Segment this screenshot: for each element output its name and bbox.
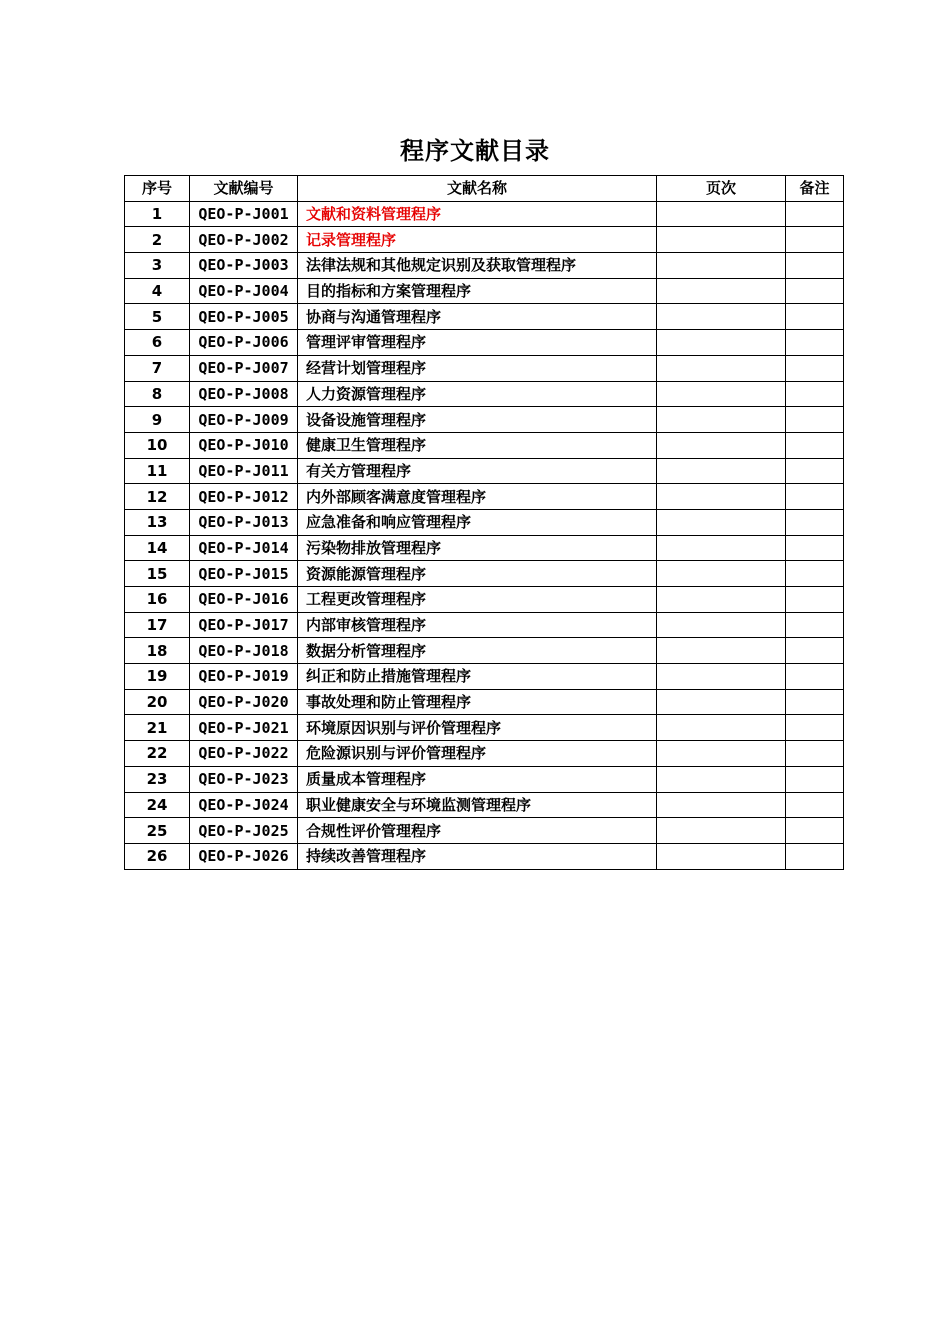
document-index-table	[124, 175, 844, 870]
row-doc-name: 合规性评价管理程序	[298, 818, 657, 844]
row-doc-code: QEO-P-J019	[190, 664, 298, 690]
row-doc-code: QEO-P-J020	[190, 689, 298, 715]
row-page	[657, 689, 786, 715]
row-doc-code: QEO-P-J008	[190, 381, 298, 407]
row-serial-no: 5	[125, 304, 190, 330]
row-page	[657, 381, 786, 407]
row-page	[657, 792, 786, 818]
row-remarks	[786, 432, 844, 458]
table-row	[125, 227, 844, 253]
row-serial-no: 17	[125, 612, 190, 638]
table-row	[125, 689, 844, 715]
table-row	[125, 253, 844, 279]
table-row	[125, 330, 844, 356]
row-remarks	[786, 587, 844, 613]
table-row	[125, 304, 844, 330]
row-serial-no: 18	[125, 638, 190, 664]
row-remarks	[786, 330, 844, 356]
row-serial-no: 11	[125, 458, 190, 484]
row-doc-name: 法律法规和其他规定识别及获取管理程序	[298, 253, 657, 279]
row-doc-code: QEO-P-J017	[190, 612, 298, 638]
row-serial-no: 9	[125, 407, 190, 433]
row-doc-name: 管理评审管理程序	[298, 330, 657, 356]
row-doc-code: QEO-P-J009	[190, 407, 298, 433]
header-doc-name: 文献名称	[298, 176, 657, 202]
row-serial-no: 6	[125, 330, 190, 356]
table-row	[125, 843, 844, 869]
row-page	[657, 227, 786, 253]
row-page	[657, 304, 786, 330]
row-doc-code: QEO-P-J002	[190, 227, 298, 253]
row-doc-code: QEO-P-J006	[190, 330, 298, 356]
row-serial-no: 10	[125, 432, 190, 458]
row-doc-name: 环境原因识别与评价管理程序	[298, 715, 657, 741]
row-doc-code: QEO-P-J023	[190, 766, 298, 792]
row-remarks	[786, 715, 844, 741]
header-page: 页次	[657, 176, 786, 202]
header-serial-no: 序号	[125, 176, 190, 202]
row-doc-code: QEO-P-J007	[190, 355, 298, 381]
row-page	[657, 741, 786, 767]
row-serial-no: 2	[125, 227, 190, 253]
row-doc-code: QEO-P-J015	[190, 561, 298, 587]
table-row	[125, 432, 844, 458]
row-serial-no: 12	[125, 484, 190, 510]
row-serial-no: 19	[125, 664, 190, 690]
row-page	[657, 201, 786, 227]
row-page	[657, 664, 786, 690]
row-serial-no: 21	[125, 715, 190, 741]
row-doc-code: QEO-P-J013	[190, 509, 298, 535]
row-doc-name: 事故处理和防止管理程序	[298, 689, 657, 715]
table-row	[125, 766, 844, 792]
row-doc-name: 纠正和防止措施管理程序	[298, 664, 657, 690]
row-doc-name: 文献和资料管理程序	[298, 201, 657, 227]
row-doc-code: QEO-P-J026	[190, 843, 298, 869]
row-doc-code: QEO-P-J001	[190, 201, 298, 227]
table-row	[125, 535, 844, 561]
row-serial-no: 16	[125, 587, 190, 613]
row-remarks	[786, 484, 844, 510]
row-remarks	[786, 638, 844, 664]
row-serial-no: 20	[125, 689, 190, 715]
row-remarks	[786, 278, 844, 304]
table-row	[125, 509, 844, 535]
row-remarks	[786, 818, 844, 844]
row-page	[657, 484, 786, 510]
row-doc-code: QEO-P-J010	[190, 432, 298, 458]
row-doc-name: 工程更改管理程序	[298, 587, 657, 613]
row-doc-name: 协商与沟通管理程序	[298, 304, 657, 330]
row-serial-no: 24	[125, 792, 190, 818]
row-doc-name: 内部审核管理程序	[298, 612, 657, 638]
row-remarks	[786, 227, 844, 253]
table-row	[125, 715, 844, 741]
table-row	[125, 664, 844, 690]
row-doc-code: QEO-P-J018	[190, 638, 298, 664]
row-serial-no: 22	[125, 741, 190, 767]
row-serial-no: 4	[125, 278, 190, 304]
row-remarks	[786, 253, 844, 279]
row-doc-name: 应急准备和响应管理程序	[298, 509, 657, 535]
row-doc-code: QEO-P-J016	[190, 587, 298, 613]
row-doc-code: QEO-P-J012	[190, 484, 298, 510]
row-doc-name: 有关方管理程序	[298, 458, 657, 484]
header-remarks: 备注	[786, 176, 844, 202]
row-doc-name: 设备设施管理程序	[298, 407, 657, 433]
row-remarks	[786, 407, 844, 433]
row-remarks	[786, 509, 844, 535]
row-remarks	[786, 612, 844, 638]
table-row	[125, 278, 844, 304]
row-serial-no: 23	[125, 766, 190, 792]
row-doc-code: QEO-P-J021	[190, 715, 298, 741]
row-page	[657, 278, 786, 304]
table-row	[125, 201, 844, 227]
row-remarks	[786, 741, 844, 767]
row-doc-name: 危险源识别与评价管理程序	[298, 741, 657, 767]
row-doc-name: 人力资源管理程序	[298, 381, 657, 407]
row-page	[657, 330, 786, 356]
row-serial-no: 1	[125, 201, 190, 227]
row-remarks	[786, 201, 844, 227]
table-row	[125, 381, 844, 407]
row-serial-no: 13	[125, 509, 190, 535]
row-doc-name: 健康卫生管理程序	[298, 432, 657, 458]
table-row	[125, 741, 844, 767]
table-body	[125, 201, 844, 869]
table-row	[125, 792, 844, 818]
row-doc-code: QEO-P-J024	[190, 792, 298, 818]
row-doc-name: 内外部顾客满意度管理程序	[298, 484, 657, 510]
row-doc-code: QEO-P-J004	[190, 278, 298, 304]
row-page	[657, 766, 786, 792]
row-serial-no: 15	[125, 561, 190, 587]
row-remarks	[786, 355, 844, 381]
row-remarks	[786, 843, 844, 869]
row-doc-name: 职业健康安全与环境监测管理程序	[298, 792, 657, 818]
header-doc-code: 文献编号	[190, 176, 298, 202]
row-serial-no: 26	[125, 843, 190, 869]
row-serial-no: 7	[125, 355, 190, 381]
row-doc-name: 数据分析管理程序	[298, 638, 657, 664]
row-remarks	[786, 792, 844, 818]
table-row	[125, 484, 844, 510]
row-remarks	[786, 766, 844, 792]
row-remarks	[786, 304, 844, 330]
row-doc-code: QEO-P-J025	[190, 818, 298, 844]
row-remarks	[786, 664, 844, 690]
row-doc-code: QEO-P-J022	[190, 741, 298, 767]
row-remarks	[786, 381, 844, 407]
row-remarks	[786, 689, 844, 715]
row-doc-name: 资源能源管理程序	[298, 561, 657, 587]
row-remarks	[786, 458, 844, 484]
table-row	[125, 638, 844, 664]
row-page	[657, 432, 786, 458]
row-serial-no: 25	[125, 818, 190, 844]
row-serial-no: 3	[125, 253, 190, 279]
row-page	[657, 535, 786, 561]
row-remarks	[786, 535, 844, 561]
table-row	[125, 561, 844, 587]
row-doc-name: 质量成本管理程序	[298, 766, 657, 792]
row-page	[657, 843, 786, 869]
row-remarks	[786, 561, 844, 587]
page-title: 程序文献目录	[400, 137, 550, 165]
table-row	[125, 407, 844, 433]
row-page	[657, 355, 786, 381]
row-doc-name: 污染物排放管理程序	[298, 535, 657, 561]
row-doc-code: QEO-P-J014	[190, 535, 298, 561]
table-row	[125, 458, 844, 484]
row-doc-name: 记录管理程序	[298, 227, 657, 253]
row-doc-name: 持续改善管理程序	[298, 843, 657, 869]
table-header-row	[125, 176, 844, 202]
row-serial-no: 8	[125, 381, 190, 407]
table-row	[125, 587, 844, 613]
table-row	[125, 612, 844, 638]
row-page	[657, 561, 786, 587]
row-doc-code: QEO-P-J005	[190, 304, 298, 330]
table-row	[125, 818, 844, 844]
row-page	[657, 587, 786, 613]
row-page	[657, 638, 786, 664]
row-page	[657, 253, 786, 279]
row-page	[657, 612, 786, 638]
row-doc-code: QEO-P-J003	[190, 253, 298, 279]
row-page	[657, 818, 786, 844]
row-page	[657, 458, 786, 484]
row-doc-name: 经营计划管理程序	[298, 355, 657, 381]
row-serial-no: 14	[125, 535, 190, 561]
row-doc-code: QEO-P-J011	[190, 458, 298, 484]
table-row	[125, 355, 844, 381]
row-page	[657, 715, 786, 741]
row-page	[657, 407, 786, 433]
row-doc-name: 目的指标和方案管理程序	[298, 278, 657, 304]
row-page	[657, 509, 786, 535]
